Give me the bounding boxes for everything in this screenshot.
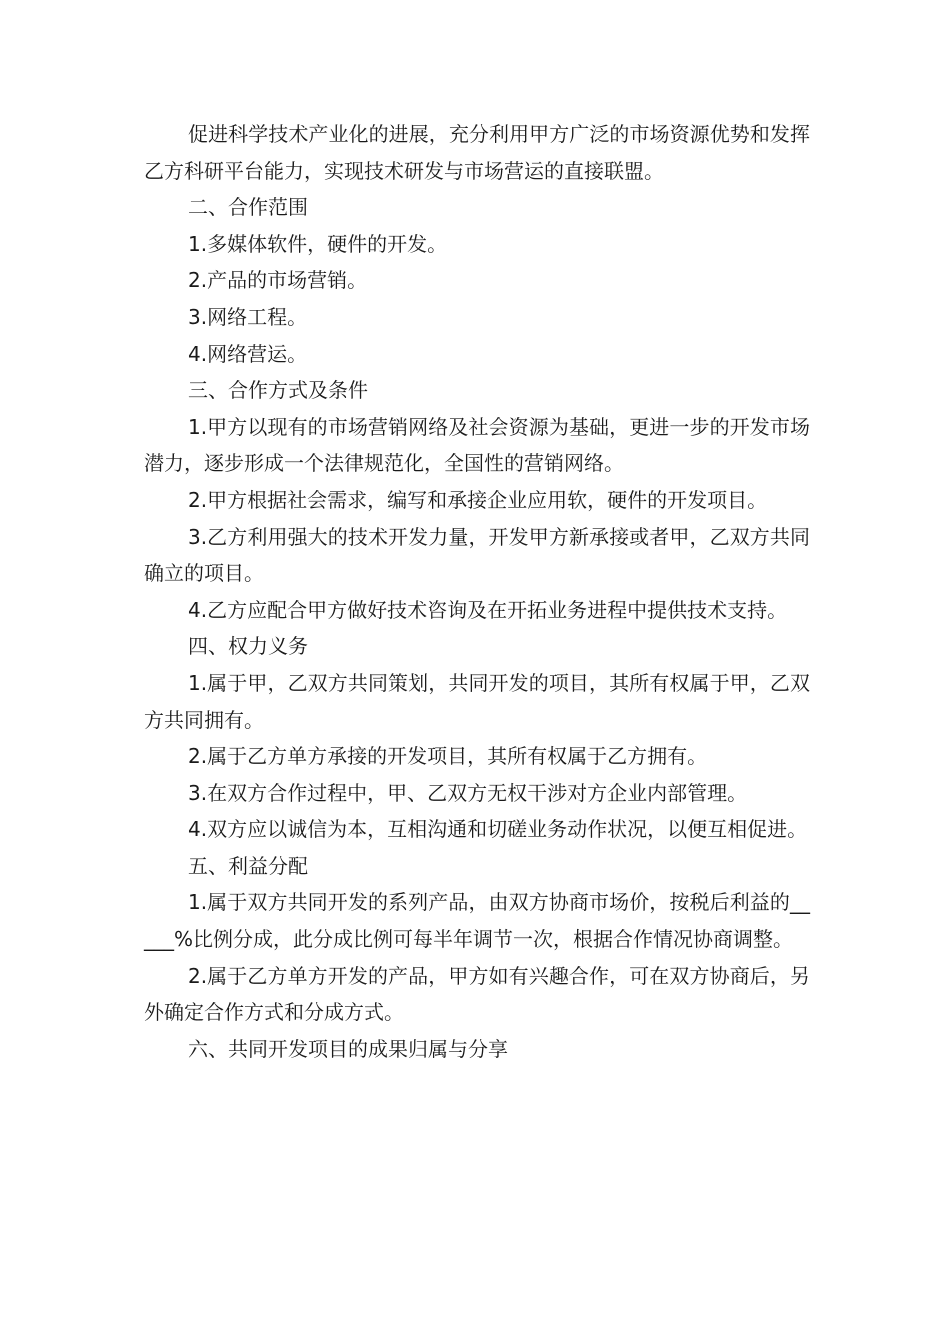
section-heading-rights: 四、权力义务 <box>188 634 308 659</box>
list-item: 4.双方应以诚信为本，互相沟通和切磋业务动作状况，以便互相促进。 <box>188 817 808 842</box>
section-heading-methods: 三、合作方式及条件 <box>188 378 368 403</box>
list-item: 1.属于双方共同开发的系列产品，由双方协商市场价，按税后利益的_____%比例分成，此分成比例可每半年调节一次，根据合作情况协商调整。 <box>144 890 810 952</box>
list-item: 4.网络营运。 <box>188 341 308 366</box>
list-item: 2.甲方根据社会需求，编写和承接企业应用软，硬件的开发项目。 <box>188 487 768 512</box>
paragraph-intro-continued: 促进科学技术产业化的进展，充分利用甲方广泛的市场资源优势和发挥乙方科研平台能力，实现技术研发与市场营运的直接联盟。 <box>144 122 810 183</box>
list-item: 2.属于乙方单方开发的产品，甲方如有兴趣合作，可在双方协商后，另外确定合作方式和分成方式。 <box>144 963 810 1025</box>
list-item: 1.甲方以现有的市场营销网络及社会资源为基础，更进一步的开发市场潜力，逐步形成一个法律规范化，全国性的营销网络。 <box>144 414 810 476</box>
section-heading-profit: 五、利益分配 <box>188 853 308 878</box>
list-item: 3.网络工程。 <box>188 304 308 329</box>
section-heading-scope: 二、合作范围 <box>188 195 308 220</box>
list-item: 2.产品的市场营销。 <box>188 268 368 293</box>
list-item: 3.在双方合作过程中，甲、乙双方无权干涉对方企业内部管理。 <box>188 780 748 805</box>
section-heading-results: 六、共同开发项目的成果归属与分享 <box>188 1036 508 1061</box>
document-body <box>144 116 810 1067</box>
list-item: 2.属于乙方单方承接的开发项目，其所有权属于乙方拥有。 <box>188 744 708 769</box>
list-item: 4.乙方应配合甲方做好技术咨询及在开拓业务进程中提供技术支持。 <box>188 597 788 622</box>
list-item: 1.属于甲，乙双方共同策划，共同开发的项目，其所有权属于甲，乙双方共同拥有。 <box>144 670 810 732</box>
list-item: 1.多媒体软件，硬件的开发。 <box>188 231 448 256</box>
list-item: 3.乙方利用强大的技术开发力量，开发甲方新承接或者甲，乙双方共同确立的项目。 <box>144 524 810 586</box>
